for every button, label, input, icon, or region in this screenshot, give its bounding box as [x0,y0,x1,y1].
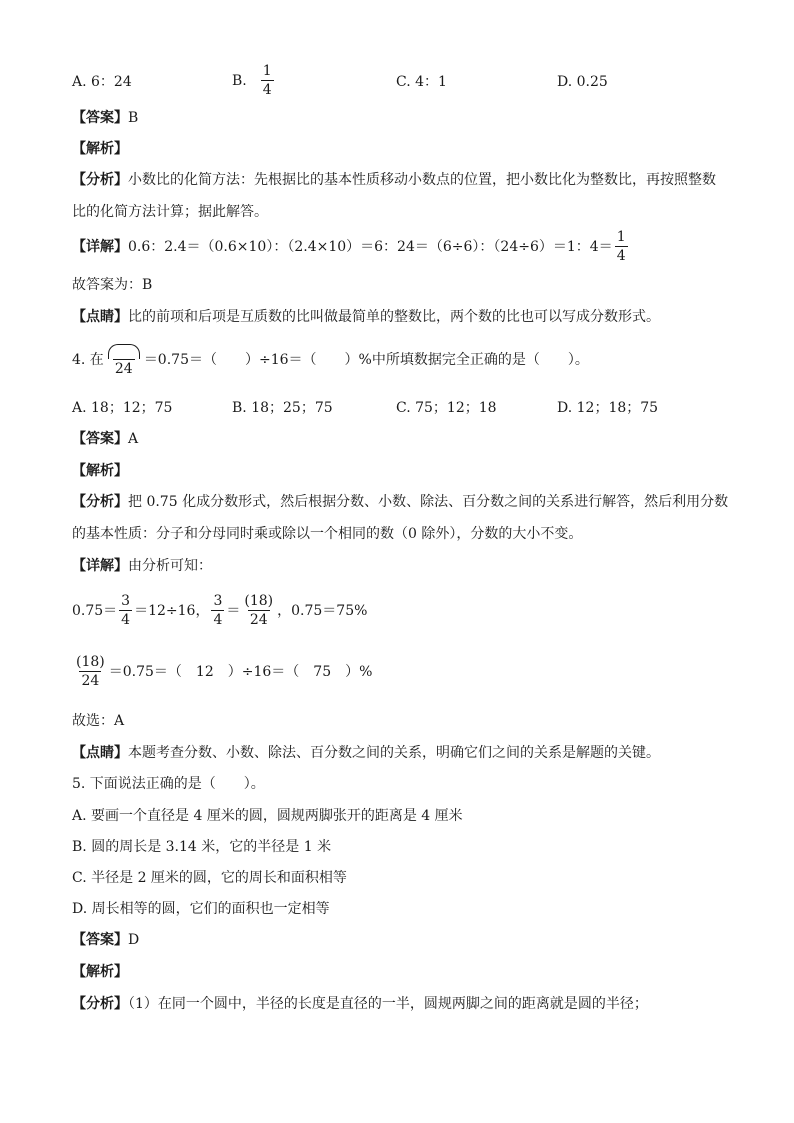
q4-option-b: B. 18；25；75 [232,400,333,416]
q4-xiangjie-tag: 【详解】 [72,558,128,574]
q3-xiangjie-tag: 【详解】 [72,238,128,255]
q4-step1-numerator3: (18) [244,593,274,609]
q4-step2-numerator: (18) [76,654,105,670]
q4-step1-equals: ＝ [226,602,241,619]
q4-dianjing [72,743,660,763]
q3-xiangjie-denominator: 4 [616,248,626,264]
q3-dianjing-text: 比的前项和后项是互质数的比叫做最简单的整数比，两个数的比也可以写成分数形式。 [128,309,660,325]
q3-fenxi-line2: 比的化简方法计算；据此解答。 [72,204,268,220]
q4-stem-denominator: 24 [114,361,133,377]
q4-fenxi-tag: 【分析】 [72,494,128,510]
q3-answer-tag: 【答案】 [72,110,128,126]
q3-xiangjie-fraction [615,228,628,265]
q3-option-b-fraction [261,62,274,99]
q5-option-d: D. 周长相等的圆，它们的面积也一定相等 [72,901,330,917]
q4-step1-denominator3: 24 [249,612,268,628]
q3-analysis-tag: 【解析】 [72,141,128,157]
q3-fenxi-text1: 小数比的化简方法：先根据比的基本性质移动小数点的位置，把小数比化为整数比，再按照整数 [128,172,716,188]
q4-fenxi-line1 [72,492,728,512]
q4-step1-denominator1: 4 [121,612,131,628]
q5-fenxi-text: （1）在同一个圆中，半径的长度是直径的一半，圆规两脚之间的距离就是圆的半径； [128,996,648,1012]
q3-option-a: A. 6：24 [72,74,132,90]
q4-step1-c: ，0.75＝75% [277,602,368,619]
q4-step2-rest: ＝0.75＝（ 12 ）÷16＝（ 75 ）% [108,663,373,680]
q4-step1-fraction2 [211,592,224,629]
q4-step1 [72,592,367,629]
q4-analysis-tag: 【解析】 [72,463,128,479]
q4-stem-numerator-blank [106,341,142,359]
q4-step1-fraction1 [119,592,132,629]
q4-answer-tag: 【答案】 [72,431,128,447]
q4-answer-value: A [128,431,139,447]
q3-option-b-numerator: 1 [262,63,272,79]
q4-dianjing-tag: 【点睛】 [72,745,128,761]
q5-answer-value: D [128,932,140,948]
q5-option-c: C. 半径是 2 厘米的圆，它的周长和面积相等 [72,870,347,886]
q3-answer-value: B [128,110,139,126]
q5-answer [72,930,139,950]
q3-xiangjie [72,228,630,265]
q4-option-a: A. 18；12；75 [72,400,173,416]
q4-xiangjie-text: 由分析可知： [128,558,212,574]
q4-step2-fraction [74,653,107,690]
q3-conclusion: 故答案为：B [72,277,153,293]
q5-stem: 5. 下面说法正确的是（ ）。 [72,776,265,792]
q4-step2 [72,653,372,690]
q4-conclusion: 故选：A [72,713,125,729]
q4-xiangjie [72,556,212,576]
q4-stem-fraction [106,341,142,378]
q4-stem-prefix: 4. 在 [72,351,104,368]
q3-option-d: D. 0.25 [557,74,608,90]
q3-fenxi-tag: 【分析】 [72,172,128,188]
q3-option-b-prefix: B. [232,72,247,89]
q4-fenxi-text1: 把 0.75 化成分数形式，然后根据分数、小数、除法、百分数之间的关系进行解答，然后利用分数 [128,494,729,510]
q4-step1-fraction3 [242,592,275,629]
q4-step1-numerator2: 3 [213,593,223,609]
q3-option-b-denominator: 4 [262,82,272,98]
q4-step1-a: 0.75＝ [72,602,118,619]
q5-answer-tag: 【答案】 [72,932,128,948]
q4-stem [72,341,589,378]
q3-option-b [232,62,276,99]
q3-xiangjie-numerator: 1 [616,229,626,245]
q5-analysis-tag: 【解析】 [72,964,128,980]
q4-answer [72,429,138,449]
q3-dianjing [72,307,660,327]
q3-xiangjie-text: 0.6：2.4＝（0.6×10）：（2.4×10）＝6：24＝（6÷6）：（24÷6）＝1：4＝ [128,238,613,255]
q5-option-b: B. 圆的周长是 3.14 米，它的半径是 1 米 [72,839,332,855]
q4-step1-numerator1: 3 [121,593,131,609]
q4-option-c: C. 75；12；18 [396,400,497,416]
q3-fenxi-line1 [72,170,716,190]
q4-option-d: D. 12；18；75 [557,400,659,416]
q4-fenxi-line2: 的基本性质：分子和分母同时乘或除以一个相同的数（0 除外），分数的大小不变。 [72,526,583,542]
q3-option-c: C. 4：1 [396,74,447,90]
q4-step1-denominator2: 4 [213,612,223,628]
q4-step1-b: ＝12÷16， [134,602,210,619]
q5-option-a: A. 要画一个直径是 4 厘米的圆，圆规两脚张开的距离是 4 厘米 [72,808,463,824]
q4-stem-rest: ＝0.75＝（ ）÷16＝（ ）%中所填数据完全正确的是（ ）。 [143,351,589,368]
q4-step2-denominator: 24 [81,673,100,689]
q5-fenxi [72,994,648,1014]
q3-dianjing-tag: 【点睛】 [72,309,128,325]
q4-dianjing-text: 本题考查分数、小数、除法、百分数之间的关系，明确它们之间的关系是解题的关键。 [128,745,660,761]
q5-fenxi-tag: 【分析】 [72,996,128,1012]
q3-answer [72,108,138,128]
